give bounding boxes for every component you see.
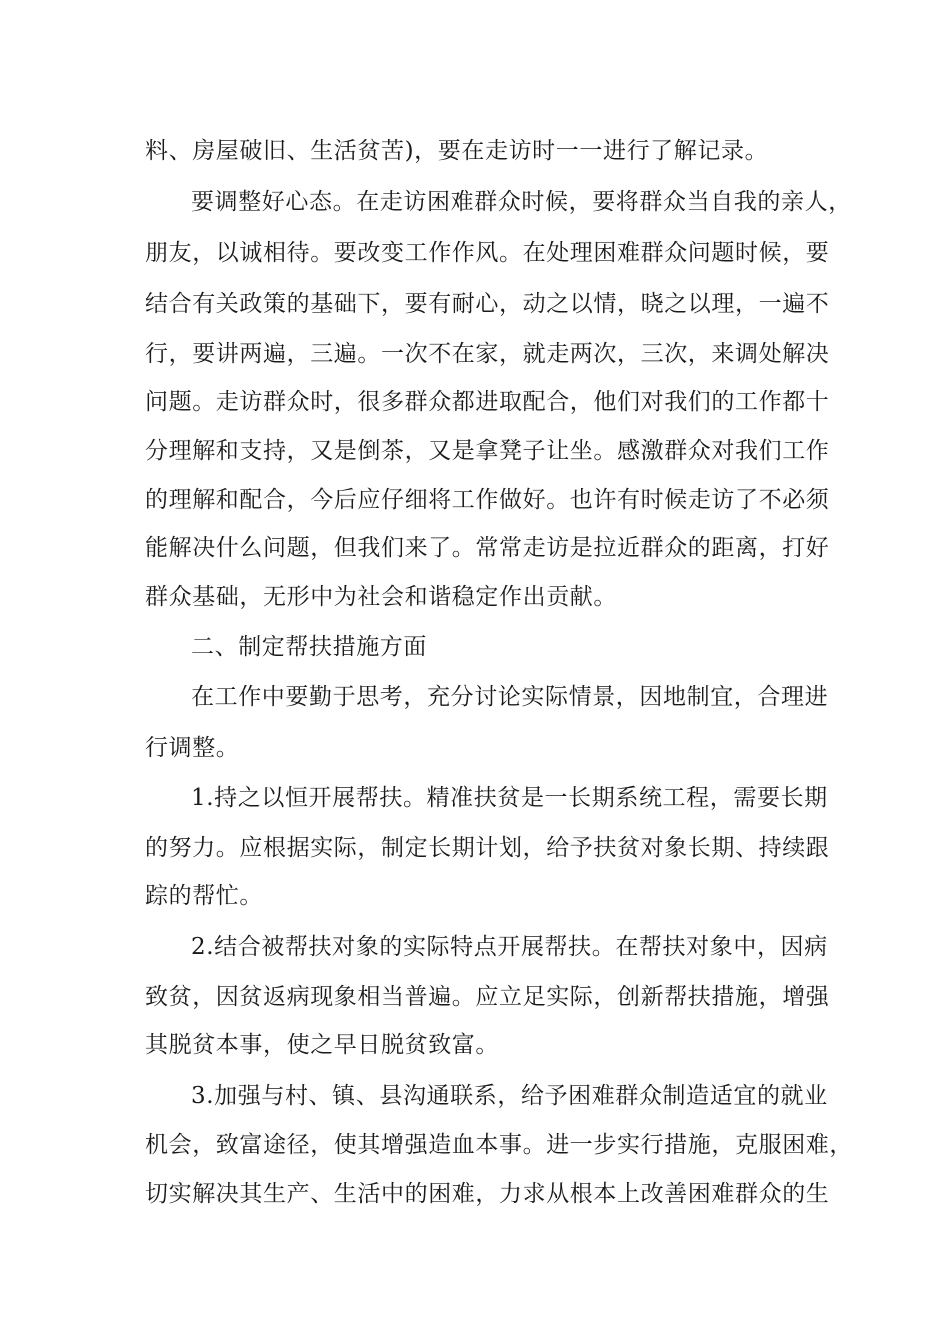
text-line: 料、房屋破旧、生活贫苦)，要在走访时一一进行了解记录。 (145, 138, 769, 164)
text-line: 切实解决其生产、生活中的困难，力求从根本上改善困难群众的生 (145, 1181, 830, 1207)
text-line: 的理解和配合，今后应仔细将工作做好。也许有时候走访了不必须 (145, 487, 830, 513)
text-line: 群众基础，无形中为社会和谐稳定作出贡献。 (145, 584, 617, 610)
text-line: 要调整好心态。在走访困难群众时候，要将群众当自我的亲人， (191, 189, 852, 215)
text-line: 3.加强与村、镇、县沟通联系，给予困难群众制造适宜的就业 (191, 1083, 828, 1109)
text-line: 问题。走访群众时，很多群众都进取配合，他们对我们的工作都十 (145, 389, 830, 415)
text-line: 在工作中要勤于思考，充分讨论实际情景，因地制宜，合理进 (191, 684, 829, 710)
text-line: 朋友，以诚相待。要改变工作作风。在处理困难群众问题时候，要 (145, 240, 830, 266)
text-line: 分理解和支持，又是倒茶，又是拿凳子让坐。感激群众对我们工作 (145, 438, 830, 464)
text-line: 1.持之以恒开展帮扶。精准扶贫是一长期系统工程，需要长期 (191, 785, 828, 811)
text-line: 机会，致富途径，使其增强造血本事。进一步实行措施，克服困难， (145, 1132, 853, 1158)
text-line: 行调整。 (145, 735, 240, 761)
text-line: 其脱贫本事，使之早日脱贫致富。 (145, 1032, 499, 1058)
text-line: 结合有关政策的基础下，要有耐心，动之以情，晓之以理，一遍不 (145, 291, 830, 317)
text-line: 能解决什么问题，但我们来了。常常走访是拉近群众的距离，打好 (145, 535, 830, 561)
text-line: 踪的帮忙。 (145, 883, 263, 909)
text-line: 2.结合被帮扶对象的实际特点开展帮扶。在帮扶对象中，因病 (191, 934, 828, 960)
text-line: 致贫，因贫返病现象相当普遍。应立足实际，创新帮扶措施，增强 (145, 984, 830, 1010)
text-line: 的努力。应根据实际，制定长期计划，给予扶贫对象长期、持续跟 (145, 835, 830, 861)
section-heading: 二、制定帮扶措施方面 (191, 634, 427, 660)
text-line: 行，要讲两遍，三遍。一次不在家，就走两次，三次，来调处解决 (145, 341, 830, 367)
